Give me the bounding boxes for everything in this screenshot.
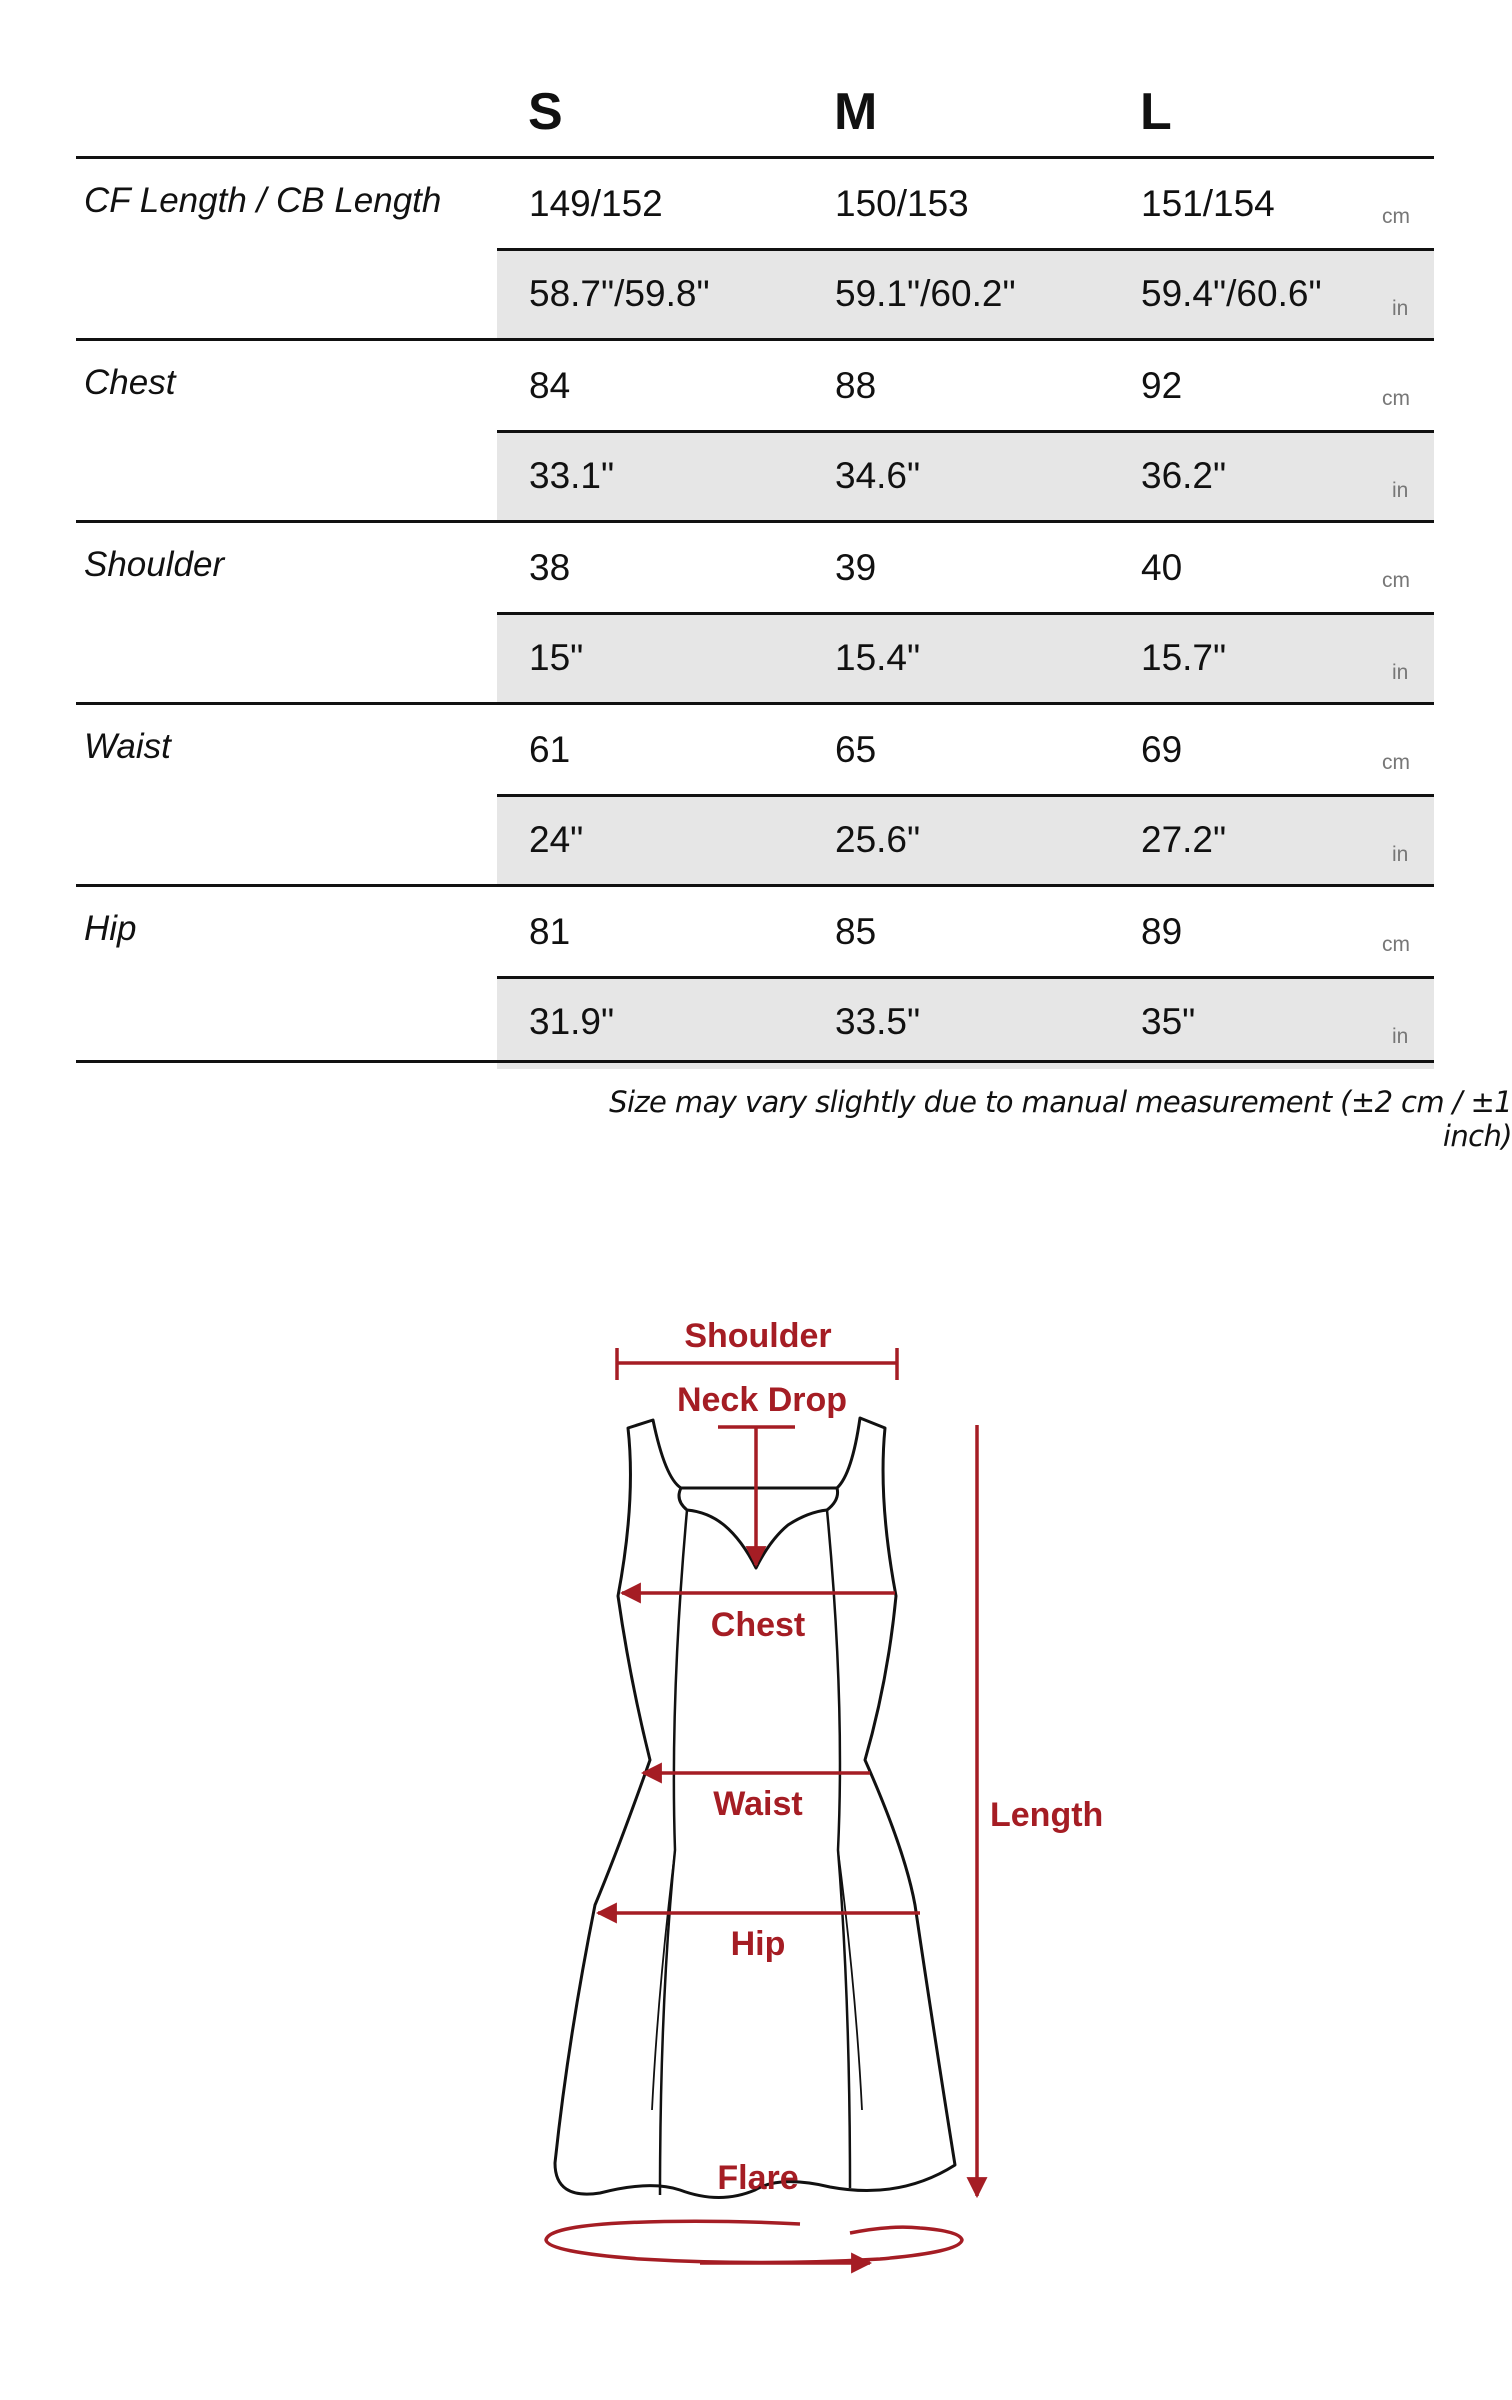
size-header-m: M [834,83,878,141]
cell-cm-l: 89 [1141,911,1183,952]
length-label: Length [990,1796,1104,1834]
measurement-note: Size may vary slightly due to manual measurement (±2 cm / ±1 inch) [609,1085,1512,1153]
shoulder-label: Shoulder [684,1317,832,1355]
neck-drop-label: Neck Drop [676,1381,848,1419]
size-header-l: L [1140,83,1172,141]
cell-in-m: 59.1"/60.2" [835,273,1016,314]
measurement-label: CF Length / CB Length [84,181,442,220]
neck-drop-measure [718,1427,795,1565]
cell-cm-l: 92 [1141,365,1183,406]
flare-label: Flare [717,2159,799,2197]
cell-in-l: 59.4"/60.6" [1141,273,1322,314]
measurement-label: Hip [84,909,137,948]
cell-in-s: 31.9" [529,1001,615,1042]
cell-in-m: 15.4" [835,637,921,678]
cell-in-s: 58.7"/59.8" [529,273,710,314]
cell-cm-s: 84 [529,365,571,406]
unit-in: in [1392,843,1409,866]
waist-label: Waist [713,1785,803,1823]
measurement-label: Waist [84,727,171,766]
cell-cm-m: 88 [835,365,877,406]
chest-label: Chest [710,1606,806,1644]
unit-cm: cm [1382,205,1410,228]
measurement-label: Chest [84,363,176,402]
cell-cm-s: 38 [529,547,571,588]
cell-cm-s: 149/152 [529,183,663,224]
cell-cm-l: 40 [1141,547,1183,588]
cell-in-s: 15" [529,637,584,678]
cell-in-m: 34.6" [835,455,921,496]
unit-in: in [1392,479,1409,502]
cell-cm-s: 61 [529,729,571,770]
hip-label: Hip [730,1925,786,1963]
unit-cm: cm [1382,933,1410,956]
cell-cm-l: 151/154 [1141,183,1275,224]
unit-cm: cm [1382,569,1410,592]
cell-in-l: 35" [1141,1001,1196,1042]
cell-in-s: 24" [529,819,584,860]
unit-in: in [1392,297,1409,320]
cell-cm-m: 39 [835,547,877,588]
cell-cm-m: 85 [835,911,877,952]
cell-cm-s: 81 [529,911,571,952]
flare-ellipse-arrow-icon [546,2221,962,2263]
unit-cm: cm [1382,751,1410,774]
size-header-s: S [528,83,563,141]
cell-in-m: 33.5" [835,1001,921,1042]
cell-in-s: 33.1" [529,455,615,496]
cell-cm-m: 150/153 [835,183,969,224]
cell-in-l: 27.2" [1141,819,1227,860]
cell-in-l: 36.2" [1141,455,1227,496]
cell-in-l: 15.7" [1141,637,1227,678]
measurement-label: Shoulder [84,545,225,584]
cell-in-m: 25.6" [835,819,921,860]
cell-cm-m: 65 [835,729,877,770]
unit-cm: cm [1382,387,1410,410]
unit-in: in [1392,661,1409,684]
cell-cm-l: 69 [1141,729,1183,770]
unit-in: in [1392,1025,1409,1048]
